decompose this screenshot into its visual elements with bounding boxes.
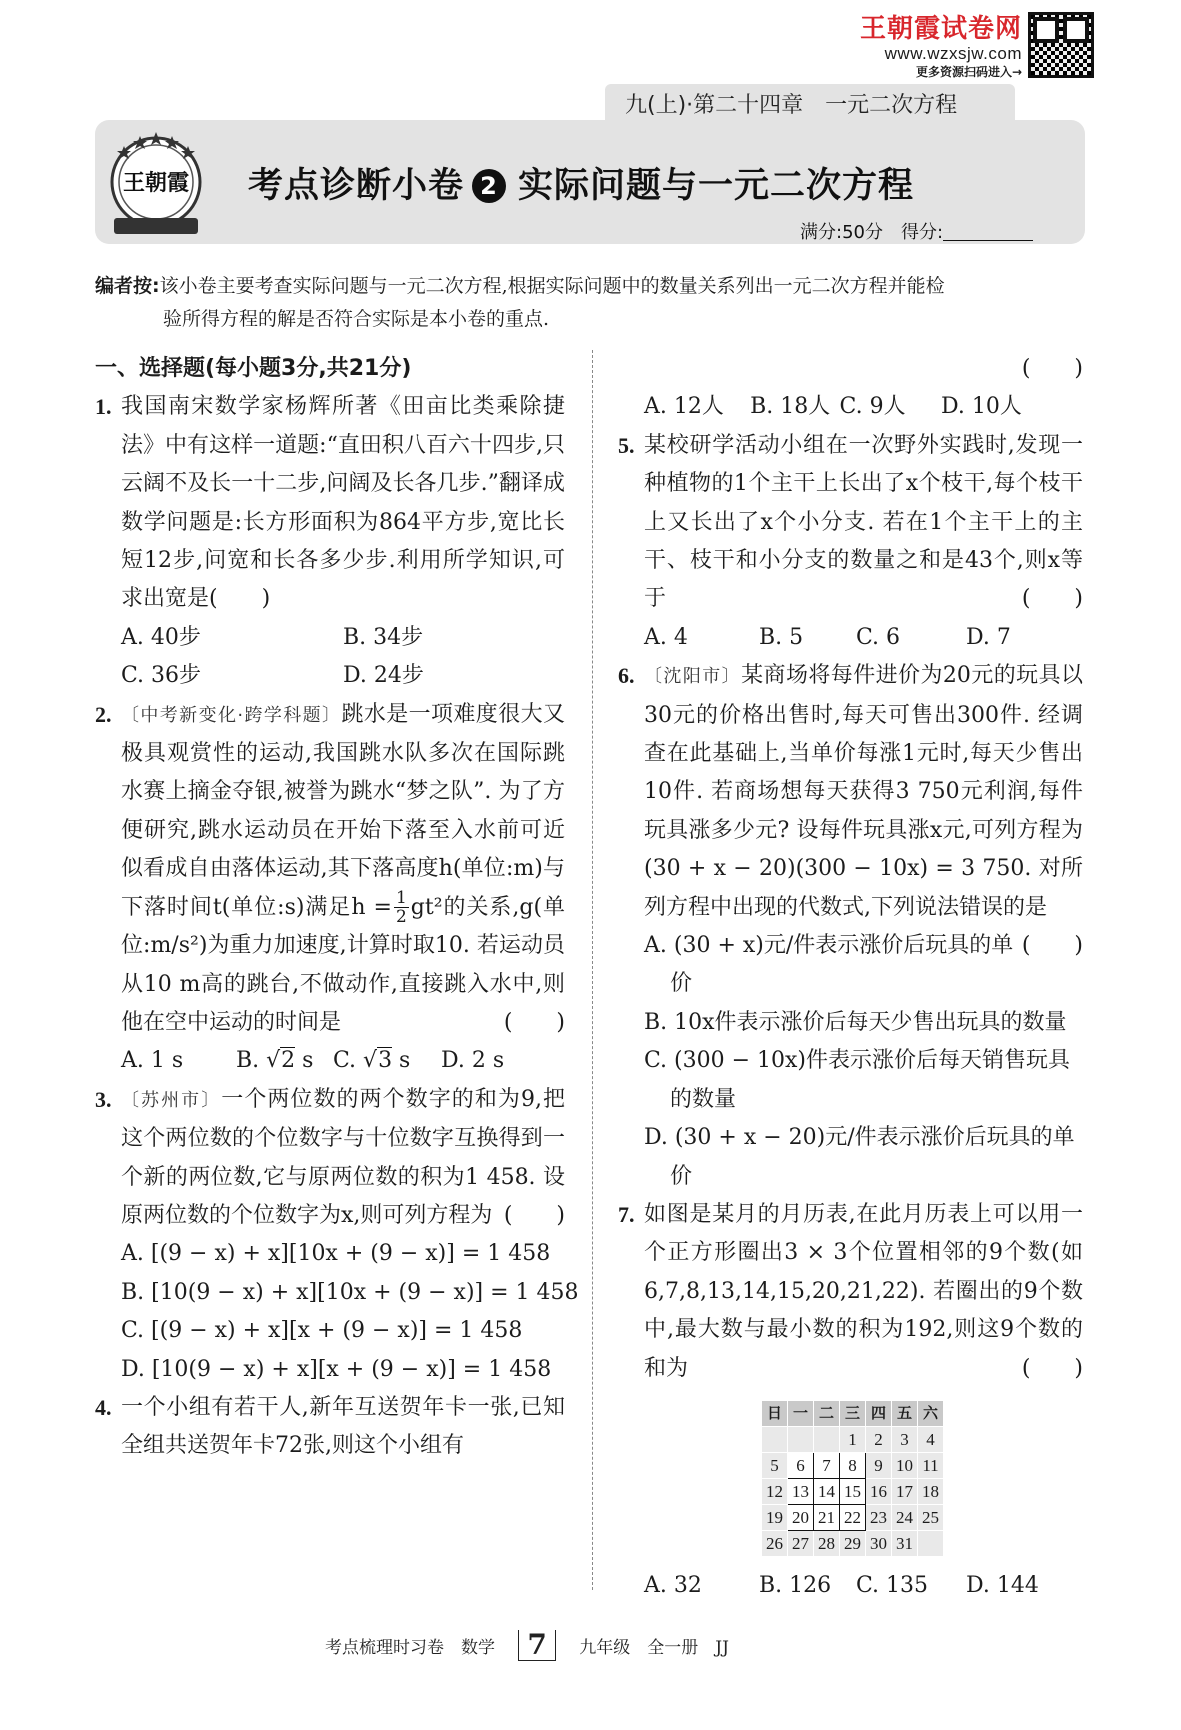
option-b[interactable]: B. 10x件表示涨价后每天少售出玩具的数量 <box>644 1009 1067 1035</box>
option-c[interactable]: C. [(9 − x) + x][x + (9 − x)] = 1 458 <box>121 1318 523 1344</box>
question-tag: 〔沈阳市〕 <box>644 666 742 688</box>
calendar-cell: 11 <box>918 1452 944 1478</box>
options-row <box>95 657 565 695</box>
option-b[interactable] <box>236 1042 333 1080</box>
calendar-cell: 1 <box>840 1426 866 1452</box>
calendar-row <box>762 1426 944 1452</box>
calendar-cell-selected: 8 <box>840 1452 866 1478</box>
option-a[interactable]: A. 40步 <box>121 624 201 650</box>
calendar-cell: 18 <box>918 1478 944 1504</box>
calendar-header: 四 <box>866 1400 892 1426</box>
question-text: 某校研学活动小组在一次野外实践时,发现一种植物的1个主干上长出了x个枝干,每个枝干上又长出了x个小分支. 若在1个主干上的主干、枝干和小分支的数量之和是43个,则x等于 <box>644 432 1083 612</box>
calendar-header: 三 <box>840 1400 866 1426</box>
option-b[interactable]: B. 18人 <box>750 394 831 420</box>
brand-scan-hint: 更多资源扫码进入→ <box>915 65 1022 79</box>
question-number: 4. <box>95 1394 112 1420</box>
calendar-header: 一 <box>788 1400 814 1426</box>
answer-paren[interactable]: ( ) <box>503 1009 565 1035</box>
calendar-cell-selected: 7 <box>814 1452 840 1478</box>
option-c[interactable]: C. 135 <box>856 1572 929 1598</box>
answer-paren[interactable]: ( ) <box>1021 356 1083 381</box>
question-number: 7. <box>618 1201 635 1227</box>
question-number: 5. <box>618 432 635 458</box>
option-d[interactable]: D. 144 <box>966 1572 1039 1598</box>
option-c-prefix: C. √ <box>333 1048 378 1074</box>
option-b-unit: s <box>295 1048 314 1074</box>
question-text: 某商场将每件进价为20元的玩具以30元的价格出售时,每天可售出300件. 经调查在此基础上,当单价每涨1元时,每天少售出10件. 若商场想每天获得3 750元利润,每件玩具涨多少元? 设每件玩具涨x元,可列方程为(30 + x − 20)(300 − 10x) = 3 750. 对所列方程中出现的代数式,下列说法错误的是 <box>644 663 1083 920</box>
editor-note-label: 编者按: <box>95 275 160 297</box>
calendar-cell: 3 <box>892 1426 918 1452</box>
options-row <box>95 1042 565 1080</box>
calendar-cell-selected: 6 <box>788 1452 814 1478</box>
question-text: 如图是某月的月历表,在此月历表上可以用一个正方形圈出3 × 3个位置相邻的9个数(如6,7,8,13,14,15,20,21,22). 若圈出的9个数中,最大数与最小数的积为192,则这9个数的和为 <box>644 1201 1083 1381</box>
question-4 <box>95 1389 565 1466</box>
calendar-cell: 24 <box>892 1504 918 1530</box>
calendar-cell: 29 <box>840 1530 866 1556</box>
chapter-label: 九(上)·第二十四章 一元二次方程 <box>625 93 958 118</box>
calendar-row <box>762 1452 944 1478</box>
calendar-cell <box>762 1426 788 1452</box>
question-tag: 〔中考新变化·跨学科题〕 <box>121 704 342 726</box>
calendar-cell: 10 <box>892 1452 918 1478</box>
question-tag: 〔苏州市〕 <box>121 1089 222 1111</box>
calendar-header: 二 <box>814 1400 840 1426</box>
option-a[interactable]: A. 1 s <box>121 1048 184 1074</box>
options-row <box>618 1567 1083 1605</box>
qr-code-icon[interactable] <box>1028 12 1094 78</box>
question-2 <box>95 696 565 1043</box>
score-line <box>800 218 1033 244</box>
calendar-cell: 19 <box>762 1504 788 1530</box>
answer-paren[interactable]: ( ) <box>1021 586 1083 612</box>
section-title: 一、选择题(每小题3分,共21分) <box>95 356 412 381</box>
calendar-cell: 31 <box>892 1530 918 1556</box>
question-text: 一个两位数的两个数字的和为9,把这个两位数的个位数字与十位数字互换得到一个新的两位数,它与原两位数的积为1 458. 设原两位数的个位数字为x,则可列方程为 <box>121 1086 565 1228</box>
calendar-cell: 4 <box>918 1426 944 1452</box>
calendar-row <box>762 1478 944 1504</box>
calendar-cell: 27 <box>788 1530 814 1556</box>
calendar-cell: 12 <box>762 1478 788 1504</box>
calendar-cell: 28 <box>814 1530 840 1556</box>
option-d[interactable]: D. 24步 <box>343 663 424 689</box>
editor-note <box>95 270 1085 336</box>
option-d[interactable]: D. 10人 <box>940 394 1022 420</box>
question-number: 3. <box>95 1086 112 1112</box>
option-b-prefix: B. √ <box>236 1048 281 1074</box>
question-5 <box>618 427 1083 619</box>
editor-note-line2: 验所得方程的解是否符合实际是本小卷的重点. <box>163 308 550 330</box>
brand-name: 王朝霞试卷网 <box>859 14 1022 44</box>
calendar-cell: 17 <box>892 1478 918 1504</box>
answer-paren[interactable]: ( ) <box>1021 933 1083 959</box>
options-row <box>95 619 565 657</box>
option-b[interactable]: B. 5 <box>759 624 804 650</box>
page-title <box>248 158 914 208</box>
calendar-cell <box>814 1426 840 1452</box>
column-divider <box>592 350 593 1590</box>
left-column <box>95 350 579 1466</box>
calendar-cell: 26 <box>762 1530 788 1556</box>
calendar-cell-selected: 15 <box>840 1478 866 1504</box>
brand-logo-icon <box>106 132 206 240</box>
calendar-cell: 9 <box>866 1452 892 1478</box>
calendar-table <box>761 1400 944 1557</box>
calendar-header: 六 <box>918 1400 944 1426</box>
option-c-unit: s <box>392 1048 411 1074</box>
option-b[interactable]: B. 34步 <box>343 624 424 650</box>
calendar-cell-selected: 20 <box>788 1504 814 1530</box>
option-b[interactable]: B. [10(9 − x) + x][10x + (9 − x)] = 1 458 <box>121 1279 579 1305</box>
footer-right: 九年级 全一册 JJ <box>579 1638 729 1658</box>
title-suffix: 实际问题与一元二次方程 <box>518 166 915 206</box>
calendar-row <box>762 1530 944 1556</box>
option-c[interactable]: C. 36步 <box>121 663 202 689</box>
calendar-cell: 5 <box>762 1452 788 1478</box>
question-text: 一个小组有若干人,新年互送贺年卡一张,已知全组共送贺年卡72张,则这个小组有 <box>121 1394 565 1459</box>
brand-block <box>852 14 1022 80</box>
question-7 <box>618 1196 1083 1388</box>
question-4-continued <box>618 350 1083 388</box>
option-a[interactable]: A. [(9 − x) + x][10x + (9 − x)] = 1 458 <box>121 1241 551 1267</box>
question-text-cont: gt²的关系,g(单位:m/s²)为重力加速度,计算时取10. 若运动员从10 m高的跳台,不做动作,直接跳入水中,则他在空中运动的时间是 <box>121 894 565 1035</box>
right-column <box>618 350 1083 1605</box>
question-text: 我国南宋数学家杨辉所著《田亩比类乘除捷法》中有这样一道题:“直田积八百六十四步,只云阔不及长一十二步,问阔及长各几步.”翻译成数学问题是:长方形面积为864平方步,宽比长短12步,问宽和长各多少步.利用所学知识,可求出宽是( ) <box>121 394 565 612</box>
calendar-cell-selected: 13 <box>788 1478 814 1504</box>
option-c[interactable]: C. 9人 <box>839 394 906 420</box>
calendar-cell: 23 <box>866 1504 892 1530</box>
option-c[interactable]: C. (300 − 10x)件表示涨价后每天销售玩具的数量 <box>644 1048 1071 1112</box>
answer-paren[interactable]: ( ) <box>503 1202 565 1228</box>
fraction-denominator: 2 <box>395 907 407 928</box>
question-1 <box>95 388 565 618</box>
answer-paren[interactable]: ( ) <box>1021 1355 1083 1381</box>
title-number-badge: 2 <box>472 169 506 203</box>
options-row <box>618 619 1083 657</box>
calendar-cell <box>918 1530 944 1556</box>
fraction-one-half <box>394 889 409 926</box>
option-a[interactable]: A. 12人 <box>644 394 724 420</box>
option-c-radicand: 3 <box>378 1048 393 1074</box>
question-number: 6. <box>618 663 635 689</box>
full-score: 满分:50分 <box>800 222 883 243</box>
option-b-radicand: 2 <box>281 1048 296 1074</box>
question-number: 1. <box>95 394 112 420</box>
editor-note-line1: 该小卷主要考查实际问题与一元二次方程,根据实际问题中的数量关系列出一元二次方程并能检 <box>159 275 945 297</box>
option-b[interactable]: B. 126 <box>759 1572 832 1598</box>
calendar-cell-selected: 14 <box>814 1478 840 1504</box>
calendar-cell-selected: 22 <box>840 1504 866 1530</box>
option-a[interactable]: A. (30 + x)元/件表示涨价后玩具的单价 <box>644 933 1014 997</box>
footer-left: 考点梳理时习卷 数学 <box>325 1638 495 1658</box>
calendar-cell: 25 <box>918 1504 944 1530</box>
question-text: 跳水是一项难度很大又极具观赏性的运动,我国跳水队多次在国际跳水赛上摘金夺银,被誉为跳水“梦之队”. 为了方便研究,跳水运动员在开始下落至入水前可近似看成自由落体运动,其下落高度h(单位:m)与下落时间t(单位:s)满足h = <box>121 701 565 920</box>
score-label: 得分: <box>900 222 944 243</box>
options-row <box>618 388 1022 426</box>
svg-text:王朝霞: 王朝霞 <box>122 170 190 196</box>
title-prefix: 考点诊断小卷 <box>248 166 465 206</box>
option-c[interactable] <box>333 1042 441 1080</box>
score-blank[interactable] <box>943 240 1033 241</box>
calendar-cell: 16 <box>866 1478 892 1504</box>
option-a[interactable]: A. 32 <box>644 1572 702 1598</box>
option-d[interactable]: D. (30 + x − 20)元/件表示涨价后玩具的单价 <box>644 1125 1075 1189</box>
calendar-cell: 30 <box>866 1530 892 1556</box>
question-6 <box>618 657 1083 959</box>
option-c[interactable]: C. 6 <box>856 624 901 650</box>
page-footer <box>325 1630 865 1661</box>
page-number: 7 <box>518 1630 555 1661</box>
calendar-row <box>762 1504 944 1530</box>
option-a[interactable]: A. 4 <box>644 624 688 650</box>
option-d[interactable]: D. [10(9 − x) + x][x + (9 − x)] = 1 458 <box>121 1356 552 1382</box>
option-d[interactable]: D. 7 <box>966 624 1011 650</box>
fraction-numerator: 1 <box>395 888 407 909</box>
question-3 <box>95 1081 565 1236</box>
calendar-header: 五 <box>892 1400 918 1426</box>
calendar-cell: 2 <box>866 1426 892 1452</box>
calendar-cell-selected: 21 <box>814 1504 840 1530</box>
question-number: 2. <box>95 701 112 727</box>
brand-url[interactable]: www.wzxsjw.com <box>884 44 1022 63</box>
calendar-header: 日 <box>762 1400 788 1426</box>
calendar-cell <box>788 1426 814 1452</box>
calendar-header-row <box>762 1400 944 1426</box>
option-d[interactable]: D. 2 s <box>441 1048 505 1074</box>
